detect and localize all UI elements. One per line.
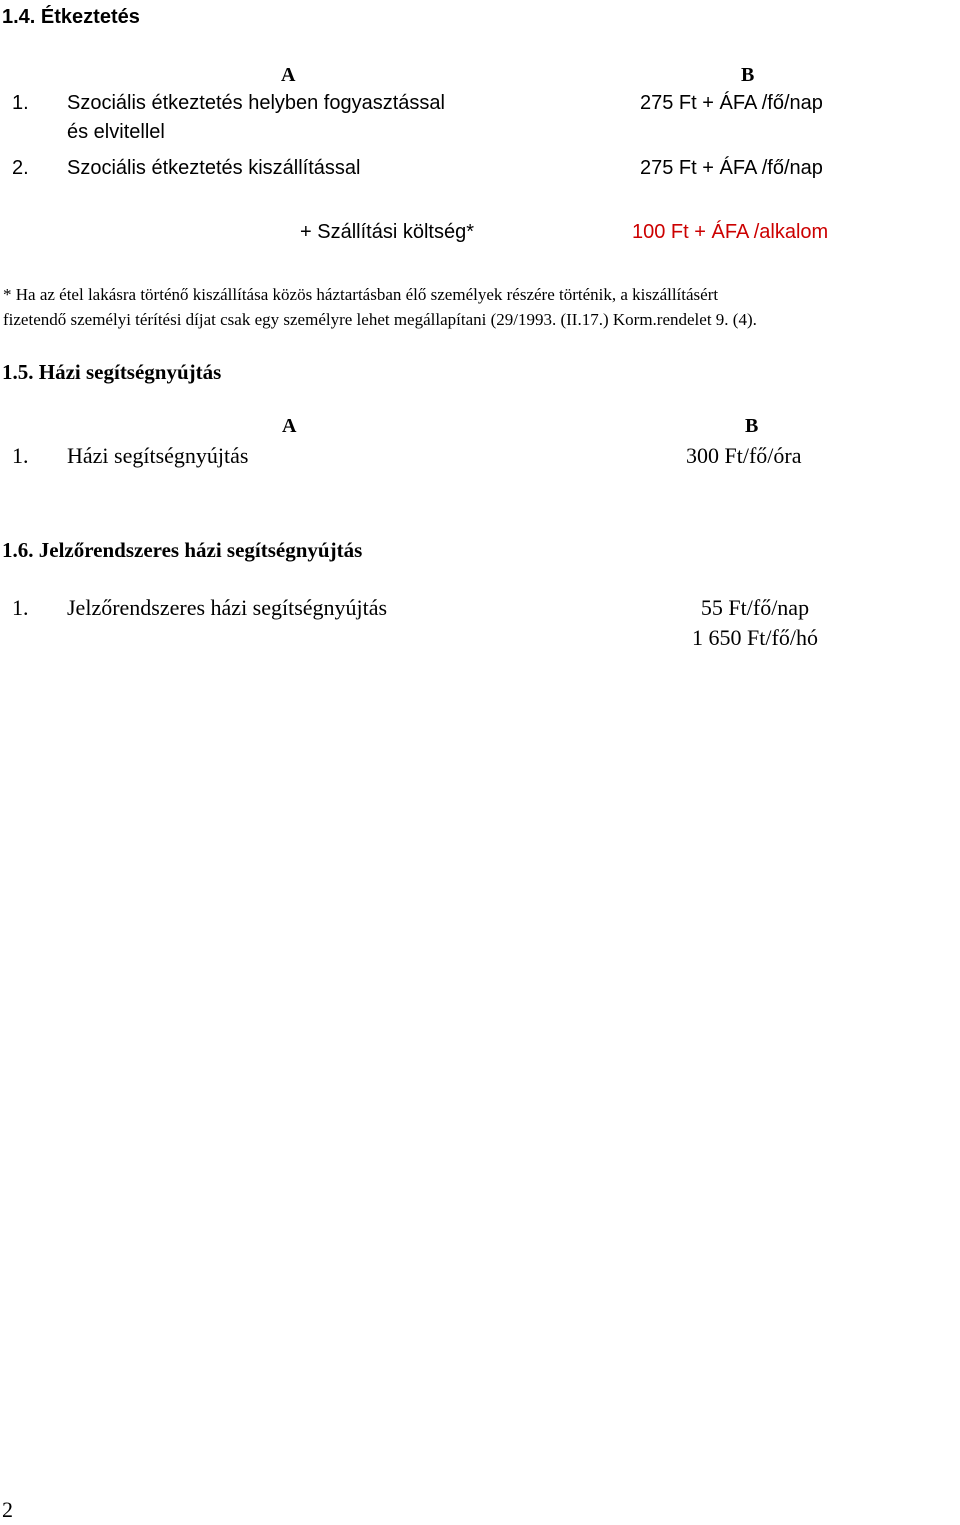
section-1-6-title: 1.6. Jelzőrendszeres házi segítségnyújtás <box>2 538 363 562</box>
column-b-header: B <box>745 415 759 437</box>
item-label: Szociális étkeztetés kiszállítással <box>67 157 361 179</box>
item-number: 1. <box>12 92 29 114</box>
delivery-cost-label: + Szállítási költség* <box>300 221 474 243</box>
column-a-header: A <box>282 415 297 437</box>
item-price: 275 Ft + ÁFA /fő/nap <box>640 92 823 114</box>
delivery-cost-price: 100 Ft + ÁFA /alkalom <box>632 221 829 243</box>
column-a-header: A <box>281 64 296 86</box>
item-price: 300 Ft/fő/óra <box>686 443 802 468</box>
item-label: Házi segítségnyújtás <box>67 443 249 468</box>
item-price: 275 Ft + ÁFA /fő/nap <box>640 157 823 179</box>
page-number: 2 <box>2 1497 13 1522</box>
item-number: 2. <box>12 157 29 179</box>
item-price-daily: 55 Ft/fő/nap <box>700 595 810 620</box>
item-number: 1. <box>12 443 29 468</box>
item-price-monthly: 1 650 Ft/fő/hó <box>692 625 818 650</box>
item-number: 1. <box>12 595 29 620</box>
column-b-header: B <box>741 64 755 86</box>
item-label-continuation: és elvitellel <box>67 121 165 143</box>
item-label: Szociális étkeztetés helyben fogyasztással <box>67 92 445 114</box>
section-1-4-title: 1.4. Étkeztetés <box>2 6 140 28</box>
item-label: Jelzőrendszeres házi segítségnyújtás <box>67 595 388 620</box>
footnote-line-2: fizetendő személyi térítési díjat csak egy személyre lehet megállapítani (29/1993. (II.17.) Korm.rendelet 9. (4). <box>3 310 757 329</box>
section-1-5-title: 1.5. Házi segítségnyújtás <box>2 360 222 384</box>
footnote-line-1: * Ha az étel lakásra történő kiszállítása közös háztartásban élő személyek részére történik, a kiszállításért <box>3 285 719 304</box>
